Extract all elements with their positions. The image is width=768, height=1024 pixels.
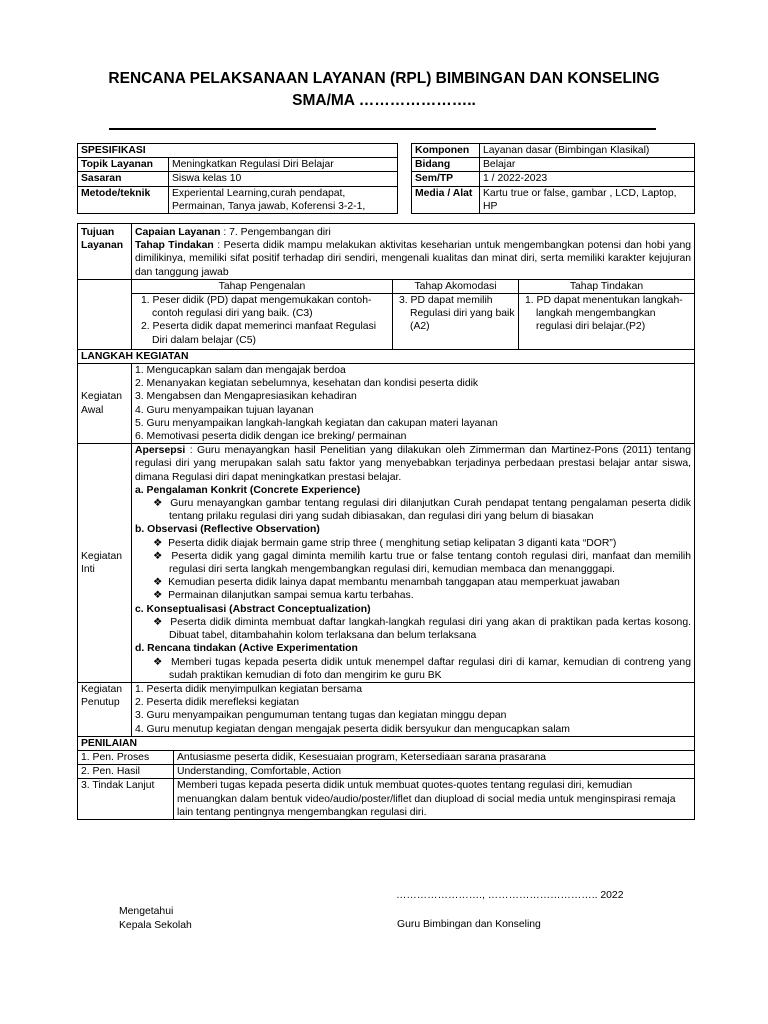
spec-value: Experiental Learning,curah pendapat, Permainan, Tanya jawab, Koferensi 3-2-1, <box>169 186 398 213</box>
awal-label: Kegiatan Awal <box>78 364 132 444</box>
bullet-icon: ❖ <box>153 550 164 562</box>
signature-left <box>119 905 192 932</box>
penilaian-label: 3. Tindak Lanjut <box>78 779 174 820</box>
document-title <box>0 68 768 112</box>
bullet-icon: ❖ <box>153 616 164 628</box>
mengetahui-label: Mengetahui <box>119 906 174 917</box>
tujuan-label: Tujuan Layanan <box>78 224 132 280</box>
spec-right-table <box>411 143 695 214</box>
penilaian-header: PENILAIAN <box>78 736 695 750</box>
spec-label: Metode/teknik <box>78 186 169 213</box>
inti-label: Kegiatan Inti <box>78 444 132 683</box>
list-item: 6. Memotivasi peserta didik dengan ice breking/ permainan <box>135 431 407 443</box>
list-item: 1. Mengucapkan salam dan mengajak berdoa <box>135 365 346 377</box>
section-heading: b. Observasi (Reflective Observation) <box>135 524 320 536</box>
penilaian-value: Understanding, Comfortable, Action <box>174 765 695 779</box>
tahap-header: Tahap Pengenalan <box>132 279 393 293</box>
spec-header: SPESIFIKASI <box>78 144 398 158</box>
bullet-icon: ❖ <box>153 498 164 510</box>
bullet-item: ❖ Peserta didik yang gagal diminta memilih kartu true or false tentang contoh regulasi diri, manfaat dan memilih regulasi diri serta langkah mengembangkan regulasi diri, kemudian membaca dan menangggapi. <box>153 550 691 576</box>
bullet-item: ❖ Permainan dilanjutkan sampai semua kartu terbahas. <box>153 590 414 602</box>
bullet-icon: ❖ <box>153 577 163 589</box>
bullet-item: ❖ Guru menayangkan gambar tentang regulasi diri dilanjutkan Curah pendapat tentang pengalaman peserta didik tentang prilaku regulasi diri yang sudah dibiasakan, dan regulasi diri yang belum di biasakan <box>153 498 691 523</box>
section-heading: a. Pengalaman Konkrit (Concrete Experience) <box>135 484 361 496</box>
penilaian-label: 1. Pen. Proses <box>78 750 174 764</box>
spec-label: Sem/TP <box>412 172 480 186</box>
bullet-item: ❖ Kemudian peserta didik lainya dapat membantu menambah tanggapan atau memperkuat jawaban <box>153 577 620 589</box>
spec-value: Kartu true or false, gambar , LCD, Laptop, HP <box>480 186 695 213</box>
bullet-icon: ❖ <box>153 537 163 549</box>
pengenalan-item: 2. Peserta didik dapat memerinci manfaat Regulasi Diri dalam belajar (C5) <box>141 321 377 346</box>
spec-value: 1 / 2022-2023 <box>480 172 695 186</box>
spec-label: Bidang <box>412 158 480 172</box>
inti-content <box>132 444 695 683</box>
tindakan-item: 1. PD dapat menentukan langkah-langkah mengembangkan regulasi diri belajar.(P2) <box>519 294 695 350</box>
title-divider <box>109 128 656 130</box>
apersepsi-text: : Guru menayangkan hasil Penelitian yang dilakukan oleh Zimmerman dan Martinez-Pons (2011) tentang regulasi diri yang merupakan salah satu faktor yang menyebabkan terjadinya perbedaan prestasi belajar antar siswa, dimana Regulasi diri dapat meningkatkan prestasi belajar. <box>135 445 691 483</box>
spec-value: Meningkatkan Regulasi Diri Belajar <box>169 158 398 172</box>
section-heading: c. Konseptualisasi (Abstract Conceptualization) <box>135 603 371 615</box>
bullet-item: ❖ Peserta didik diminta membuat daftar langkah-langkah regulasi diri yang akan di praktikan pada kertas kosong. Dibuat tabel, ditambahahin kolom terlaksana dan belum terlaksana <box>153 616 691 642</box>
list-item: 3. Guru menyampaikan pengumuman tentang tugas dan kegiatan minggu depan <box>135 710 507 722</box>
tindakan-label: Tahap Tindakan <box>135 240 214 252</box>
penilaian-value: Memberi tugas kepada peserta didik untuk membuat quotes-quotes tentang regulasi diri, kemudian menuangkan dalam bentuk video/audio/poster/liflet dan diupload di social media untuk menginspirasi remaja lain tentang pentingnya mengembangkan regulasi diri. <box>174 779 695 820</box>
capaian-value: : 7. Pengembangan diri <box>220 227 331 238</box>
spec-label: Sasaran <box>78 172 169 186</box>
date-line: ……………………., ………………………….. 2022 <box>396 890 624 901</box>
spec-value: Belajar <box>480 158 695 172</box>
penutup-list <box>132 682 695 736</box>
title-line-2: SMA/MA ………………….. <box>292 92 476 109</box>
bullet-icon: ❖ <box>153 590 163 602</box>
tujuan-content <box>132 224 695 280</box>
tindakan-value: : Peserta didik mampu melakukan aktivitas keseharian untuk mengembangkan potensi dan hobi yang dimilikinya, memiliki sifat positif terhadap diri sendiri, mengenali kualitas dan minat diri, serta memiliki karakter kejujuran dan tanggung jawab <box>135 240 691 278</box>
kepala-sekolah-label: Kepala Sekolah <box>119 919 192 931</box>
spec-value: Siswa kelas 10 <box>169 172 398 186</box>
spec-label: Topik Layanan <box>78 158 169 172</box>
penilaian-value: Antusiasme peserta didik, Kesesuaian program, Ketersediaan sarana prasarana <box>174 750 695 764</box>
spec-value: Layanan dasar (Bimbingan Klasikal) <box>480 144 695 158</box>
list-item: 2. Menanyakan kegiatan sebelumnya, kesehatan dan kondisi peserta didik <box>135 378 479 390</box>
list-item: 2. Peserta didik merefleksi kegiatan <box>135 697 300 709</box>
akomodasi-item: 3. PD dapat memilih Regulasi diri yang baik (A2) <box>393 294 519 350</box>
penutup-label: Kegiatan Penutup <box>78 682 132 736</box>
bullet-icon: ❖ <box>153 656 164 668</box>
langkah-header: LANGKAH KEGIATAN <box>78 349 695 363</box>
capaian-label: Capaian Layanan <box>135 227 221 238</box>
plan-table <box>77 223 695 820</box>
list-item: 4. Guru menutup kegiatan dengan mengajak peserta didik bersyukur dan mengucapkan salam <box>135 723 570 735</box>
bullet-item: ❖ Memberi tugas kepada peserta didik untuk menempel daftar regulasi diri di kamar, kemudian di contreng yang sudah praktikan kemudian di foto dan mengirim ke guru BK <box>153 656 691 681</box>
section-heading: d. Rencana tindakan (Active Experimentation <box>135 643 358 655</box>
blank-cell <box>78 279 132 349</box>
awal-list <box>132 364 695 444</box>
penilaian-label: 2. Pen. Hasil <box>78 765 174 779</box>
tahap-header: Tahap Tindakan <box>519 279 695 293</box>
list-item: 5. Guru menyampaikan langkah-langkah kegiatan dan cakupan materi layanan <box>135 417 498 429</box>
spec-label: Media / Alat <box>412 186 480 213</box>
apersepsi-label: Apersepsi <box>135 445 186 457</box>
pengenalan-item: 1. Peser didik (PD) dapat mengemukakan contoh-contoh regulasi diri yang baik. (C3) <box>141 295 372 320</box>
title-line-1: RENCANA PELAKSANAAN LAYANAN (RPL) BIMBINGAN DAN KONSELING <box>108 70 660 87</box>
list-item: 1. Peserta didik menyimpulkan kegiatan bersama <box>135 683 362 695</box>
tahap-header: Tahap Akomodasi <box>393 279 519 293</box>
spec-label: Komponen <box>412 144 480 158</box>
list-item: 3. Mengabsen dan Mengapresiasikan kehadiran <box>135 391 357 403</box>
spec-left-table <box>77 143 398 214</box>
pengenalan-cell <box>132 294 393 350</box>
list-item: 4. Guru menyampaikan tujuan layanan <box>135 404 314 416</box>
guru-bk-label: Guru Bimbingan dan Konseling <box>397 919 541 930</box>
bullet-item: ❖ Peserta didik diajak bermain game strip three ( menghitung setiap kelipatan 3 diganti kata “DOR”) <box>153 537 617 549</box>
